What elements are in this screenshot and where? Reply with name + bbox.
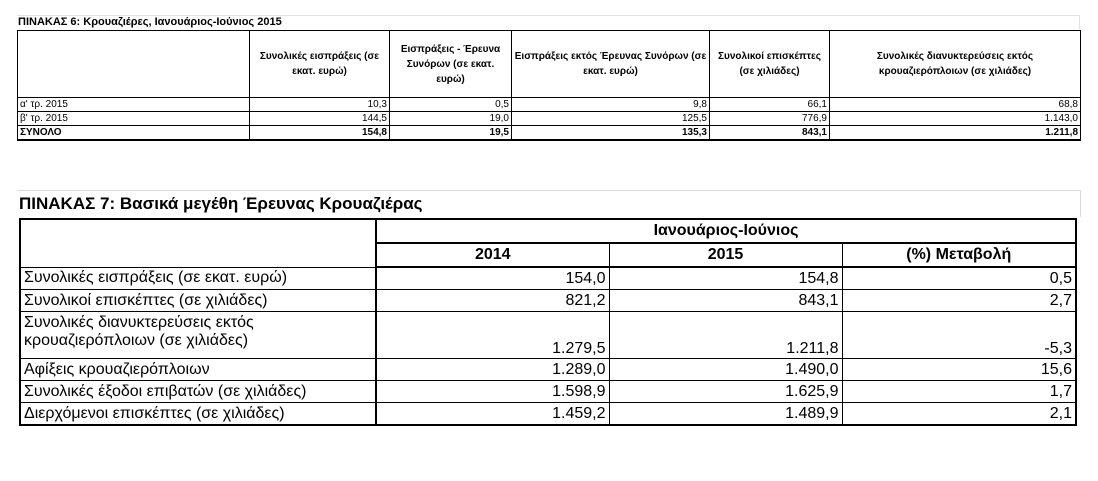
table6-cell: 843,1 [710, 126, 830, 141]
table7-row-label: Συνολικοί επισκέπτες (σε χιλιάδες) [20, 290, 376, 312]
table6-header-cell: Συνολικοί επισκέπτες (σε χιλιάδες) [710, 31, 830, 98]
table6-cell: 776,9 [710, 112, 830, 126]
table7-cell: 15,6 [842, 359, 1076, 381]
table7-cell: 1.211,8 [609, 312, 842, 359]
table7 [19, 218, 1077, 426]
table7-column-header: 2015 [609, 243, 842, 267]
table6-title: ΠΙΝΑΚΑΣ 6: Κρουαζιέρες, Ιανουάριος-Ιούνιος 2015 [18, 16, 282, 28]
table6-cell: 135,3 [512, 126, 710, 141]
table7-row-label: Συνολικές έξοδοι επιβατών (σε χιλιάδες) [20, 381, 376, 403]
table7-cell: 1.625,9 [609, 381, 842, 403]
table6-row-label: β' τρ. 2015 [18, 112, 250, 126]
table7-row-label: Διερχόμενοι επισκέπτες (σε χιλιάδες) [20, 403, 376, 426]
table7-cell: 154,8 [609, 267, 842, 290]
table6-cell: 19,0 [390, 112, 512, 126]
table6-cell: 1.211,8 [830, 126, 1081, 141]
table6-cell: 125,5 [512, 112, 710, 126]
table6 [17, 30, 1081, 141]
table7-cell: 154,0 [376, 267, 609, 290]
table6-cell: 10,3 [250, 98, 390, 112]
table6-header-cell: Εισπράξεις εκτός Έρευνας Συνόρων (σε εκατ. ευρώ) [512, 31, 710, 98]
table6-header-corner [18, 31, 250, 98]
table6-cell: 144,5 [250, 112, 390, 126]
table7-cell: 1,7 [842, 381, 1076, 403]
table6-cell: 68,8 [830, 98, 1081, 112]
table7-period-header: Ιανουάριος-Ιούνιος [376, 219, 1076, 243]
table6-header-row [18, 31, 1081, 98]
table6-row [18, 98, 1081, 112]
table7-cell: 1.490,0 [609, 359, 842, 381]
table6-row-label: ΣΥΝΟΛΟ [18, 126, 250, 141]
table6-cell: 9,8 [512, 98, 710, 112]
table7-row-label: Συνολικές διανυκτερεύσεις εκτός κρουαζιερόπλοιων (σε χιλιάδες) [20, 312, 376, 359]
table7-row [20, 290, 1076, 312]
table6-cell: 0,5 [390, 98, 512, 112]
table7-row-label: Συνολικές εισπράξεις (σε εκατ. ευρώ) [20, 267, 376, 290]
table7-cell: 2,7 [842, 290, 1076, 312]
table6-cell: 154,8 [250, 126, 390, 141]
table6-row-label: α' τρ. 2015 [18, 98, 250, 112]
table6-row [18, 112, 1081, 126]
table7-row [20, 403, 1076, 426]
table7-cell: 0,5 [842, 267, 1076, 290]
table7-group-row [20, 219, 1076, 243]
table6-total-row [18, 126, 1081, 141]
table7-title: ΠΙΝΑΚΑΣ 7: Βασικά μεγέθη Έρευνας Κρουαζιέρας [19, 194, 423, 213]
table7-row [20, 312, 1076, 359]
table7-header-corner [20, 219, 376, 267]
table7-row [20, 267, 1076, 290]
table7-cell: 2,1 [842, 403, 1076, 426]
table7-cell: -5,3 [842, 312, 1076, 359]
table7-cell: 1.459,2 [376, 403, 609, 426]
table6-cell: 1.143,0 [830, 112, 1081, 126]
table7-cell: 843,1 [609, 290, 842, 312]
table7-row [20, 381, 1076, 403]
table7-cell: 1.489,9 [609, 403, 842, 426]
table6-header-cell: Συνολικές διανυκτερεύσεις εκτός κρουαζιερόπλοιων (σε χιλιάδες) [830, 31, 1081, 98]
table7-column-header: 2014 [376, 243, 609, 267]
table7-cell: 821,2 [376, 290, 609, 312]
table7-cell: 1.289,0 [376, 359, 609, 381]
table6-cell: 19,5 [390, 126, 512, 141]
table7-cell: 1.279,5 [376, 312, 609, 359]
table7-row-label: Αφίξεις κρουαζιερόπλοιων [20, 359, 376, 381]
table6-header-cell: Συνολικές εισπράξεις (σε εκατ. ευρώ) [250, 31, 390, 98]
table7-cell: 1.598,9 [376, 381, 609, 403]
table6-cell: 66,1 [710, 98, 830, 112]
table7-column-header: (%) Μεταβολή [842, 243, 1076, 267]
table7-row [20, 359, 1076, 381]
table6-header-cell: Εισπράξεις - Έρευνα Συνόρων (σε εκατ. ευρώ) [390, 31, 512, 98]
